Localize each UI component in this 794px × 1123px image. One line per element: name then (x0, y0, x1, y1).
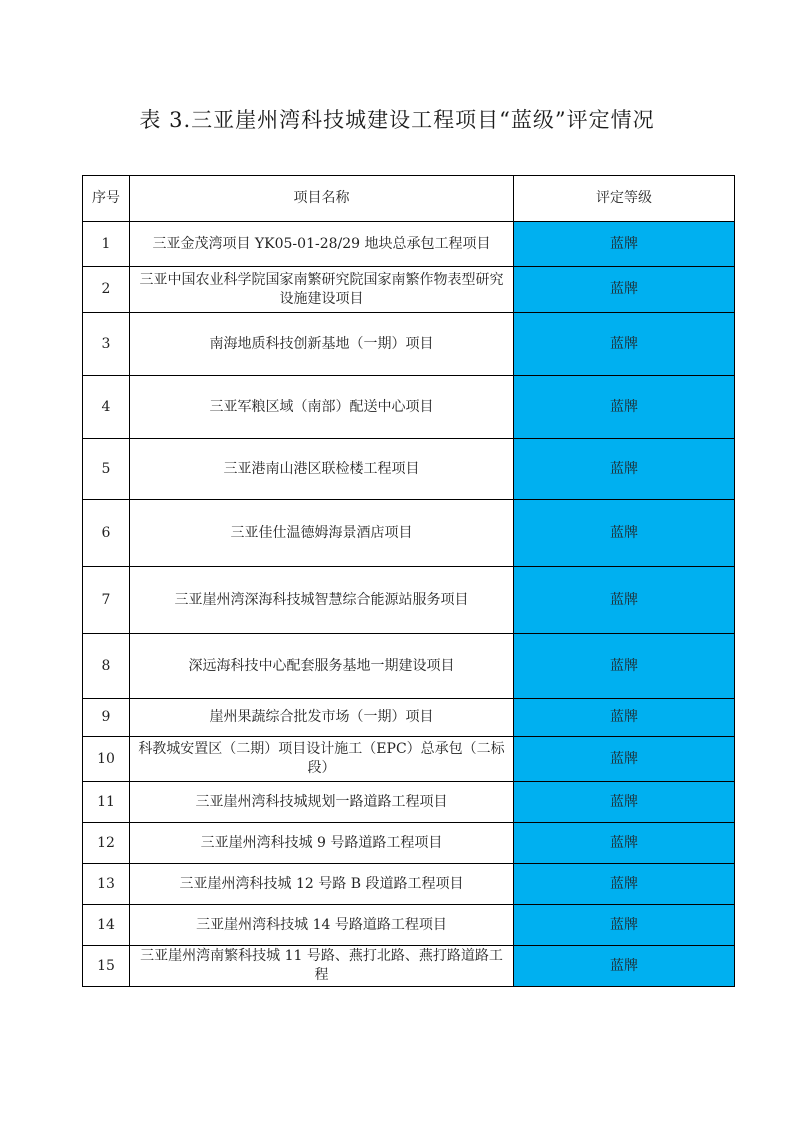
row-num: 12 (83, 823, 130, 864)
row-name: 三亚军粮区域（南部）配送中心项目 (130, 376, 514, 439)
row-name: 科教城安置区（二期）项目设计施工（EPC）总承包（二标段） (130, 737, 514, 782)
row-name: 三亚崖州湾科技城 12 号路 B 段道路工程项目 (130, 864, 514, 905)
rating-table (82, 175, 735, 987)
row-name: 南海地质科技创新基地（一期）项目 (130, 313, 514, 376)
row-num: 1 (83, 222, 130, 267)
row-num: 14 (83, 905, 130, 946)
row-num: 8 (83, 634, 130, 699)
row-name: 三亚崖州湾科技城规划一路道路工程项目 (130, 782, 514, 823)
row-name: 三亚崖州湾深海科技城智慧综合能源站服务项目 (130, 567, 514, 634)
row-grade: 蓝牌 (514, 946, 735, 987)
row-num: 7 (83, 567, 130, 634)
table-row (83, 439, 735, 500)
row-grade: 蓝牌 (514, 823, 735, 864)
row-grade: 蓝牌 (514, 634, 735, 699)
table-row (83, 267, 735, 313)
row-name: 三亚佳仕温德姆海景酒店项目 (130, 500, 514, 567)
row-name: 三亚崖州湾南繁科技城 11 号路、燕打北路、燕打路道路工程 (130, 946, 514, 987)
row-grade: 蓝牌 (514, 905, 735, 946)
row-grade: 蓝牌 (514, 699, 735, 737)
row-num: 4 (83, 376, 130, 439)
document-title: 表 3.三亚崖州湾科技城建设工程项目“蓝级”评定情况 (139, 108, 655, 132)
header-num: 序号 (83, 176, 130, 222)
table-row (83, 905, 735, 946)
row-num: 15 (83, 946, 130, 987)
row-grade: 蓝牌 (514, 313, 735, 376)
table-row (83, 313, 735, 376)
row-num: 9 (83, 699, 130, 737)
row-num: 11 (83, 782, 130, 823)
table-row (83, 823, 735, 864)
table-row (83, 737, 735, 782)
row-name: 三亚崖州湾科技城 14 号路道路工程项目 (130, 905, 514, 946)
row-num: 3 (83, 313, 130, 376)
row-num: 2 (83, 267, 130, 313)
row-name: 三亚中国农业科学院国家南繁研究院国家南繁作物表型研究设施建设项目 (130, 267, 514, 313)
table-header-row (83, 176, 735, 222)
row-name: 三亚崖州湾科技城 9 号路道路工程项目 (130, 823, 514, 864)
row-grade: 蓝牌 (514, 567, 735, 634)
row-num: 10 (83, 737, 130, 782)
row-num: 6 (83, 500, 130, 567)
row-grade: 蓝牌 (514, 439, 735, 500)
row-grade: 蓝牌 (514, 737, 735, 782)
table-row (83, 634, 735, 699)
row-grade: 蓝牌 (514, 376, 735, 439)
table-row (83, 376, 735, 439)
table-row (83, 222, 735, 267)
row-grade: 蓝牌 (514, 864, 735, 905)
row-name: 三亚港南山港区联检楼工程项目 (130, 439, 514, 500)
table-row (83, 782, 735, 823)
row-grade: 蓝牌 (514, 267, 735, 313)
row-name: 三亚金茂湾项目 YK05-01-28/29 地块总承包工程项目 (130, 222, 514, 267)
row-grade: 蓝牌 (514, 782, 735, 823)
row-num: 13 (83, 864, 130, 905)
header-name: 项目名称 (130, 176, 514, 222)
table-row (83, 946, 735, 987)
row-name: 深远海科技中心配套服务基地一期建设项目 (130, 634, 514, 699)
row-num: 5 (83, 439, 130, 500)
table-row (83, 567, 735, 634)
row-grade: 蓝牌 (514, 500, 735, 567)
table-row (83, 864, 735, 905)
table-row (83, 699, 735, 737)
header-grade: 评定等级 (514, 176, 735, 222)
row-name: 崖州果蔬综合批发市场（一期）项目 (130, 699, 514, 737)
row-grade: 蓝牌 (514, 222, 735, 267)
table-row (83, 500, 735, 567)
